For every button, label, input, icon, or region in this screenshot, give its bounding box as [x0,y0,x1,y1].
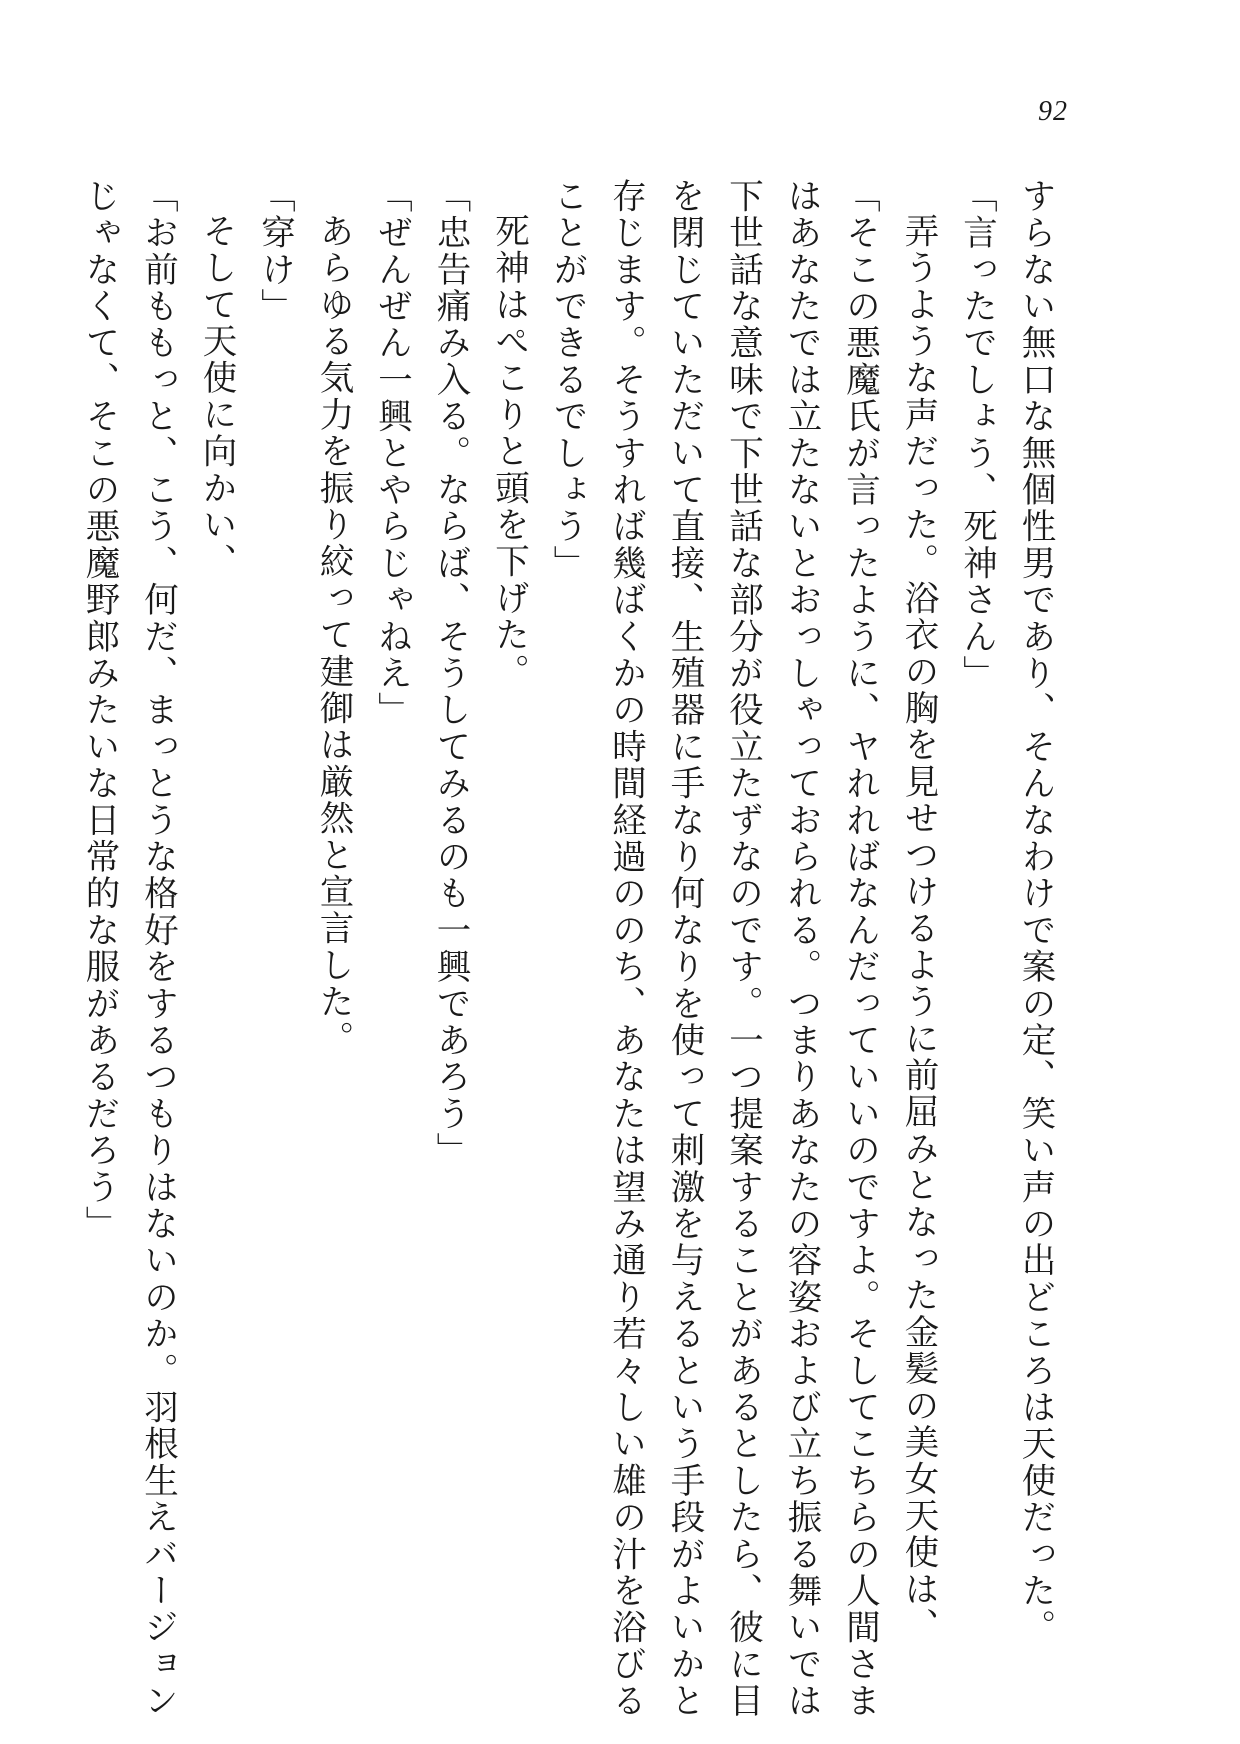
text-line: 下世話な意味で下世話な部分が役立たずなのです。一つ提案することがあるとしたら、彼に目 [722,178,763,1720]
text-line: を閉じていただいて直接、生殖器に手なり何なりを使って刺激を与えるという手段がよいかと [664,178,704,1720]
text-line: 「そこの悪魔氏が言ったように、ヤれればなんだっていいのですよ。そしてこちらの人間さま [839,178,880,1720]
page-number: 92 [1038,96,1068,127]
text-line: 「ぜんぜん一興とやらじゃねえ」 [371,178,412,729]
text-line: そして天使に向かい、 [196,212,236,580]
vertical-text-block [70,178,1065,1720]
text-line: 弄うような声だった。浴衣の胸を見せつけるように前屈みとなった金髪の美女天使は、 [898,212,938,1644]
text-line: 「言ったでしょう、死神さん」 [956,178,997,692]
text-line: 死神はぺこりと頭を下げた。 [488,212,529,690]
text-line: 「穿け」 [254,178,295,325]
text-line: はあなたでは立たないとおっしゃっておられる。つまりあなたの容姿および立ち振る舞いでは [781,178,821,1720]
text-line: じゃなくて、そこの悪魔野郎みたいな日常的な服があるだろう」 [79,178,119,1243]
text-line: 存じます。そうすれば幾ばくかの時間経過ののち、あなたは望み通り若々しい雄の汁を浴びる [605,178,646,1720]
text-line: 「お前ももっと、こう、何だ、まっとうな格好をするつもりはないのか。羽根生えバージョン [137,178,178,1720]
text-line: すらない無口な無個性男であり、そんなわけで案の定、笑い声の出どころは天使だった。 [1015,178,1055,1646]
text-line: 「忠告痛み入る。ならば、そうしてみるのも一興であろう」 [430,178,470,1169]
text-line: あらゆる気力を振り絞って建御は厳然と宣言した。 [313,212,353,1057]
text-line: ことができるでしょう」 [547,178,587,582]
